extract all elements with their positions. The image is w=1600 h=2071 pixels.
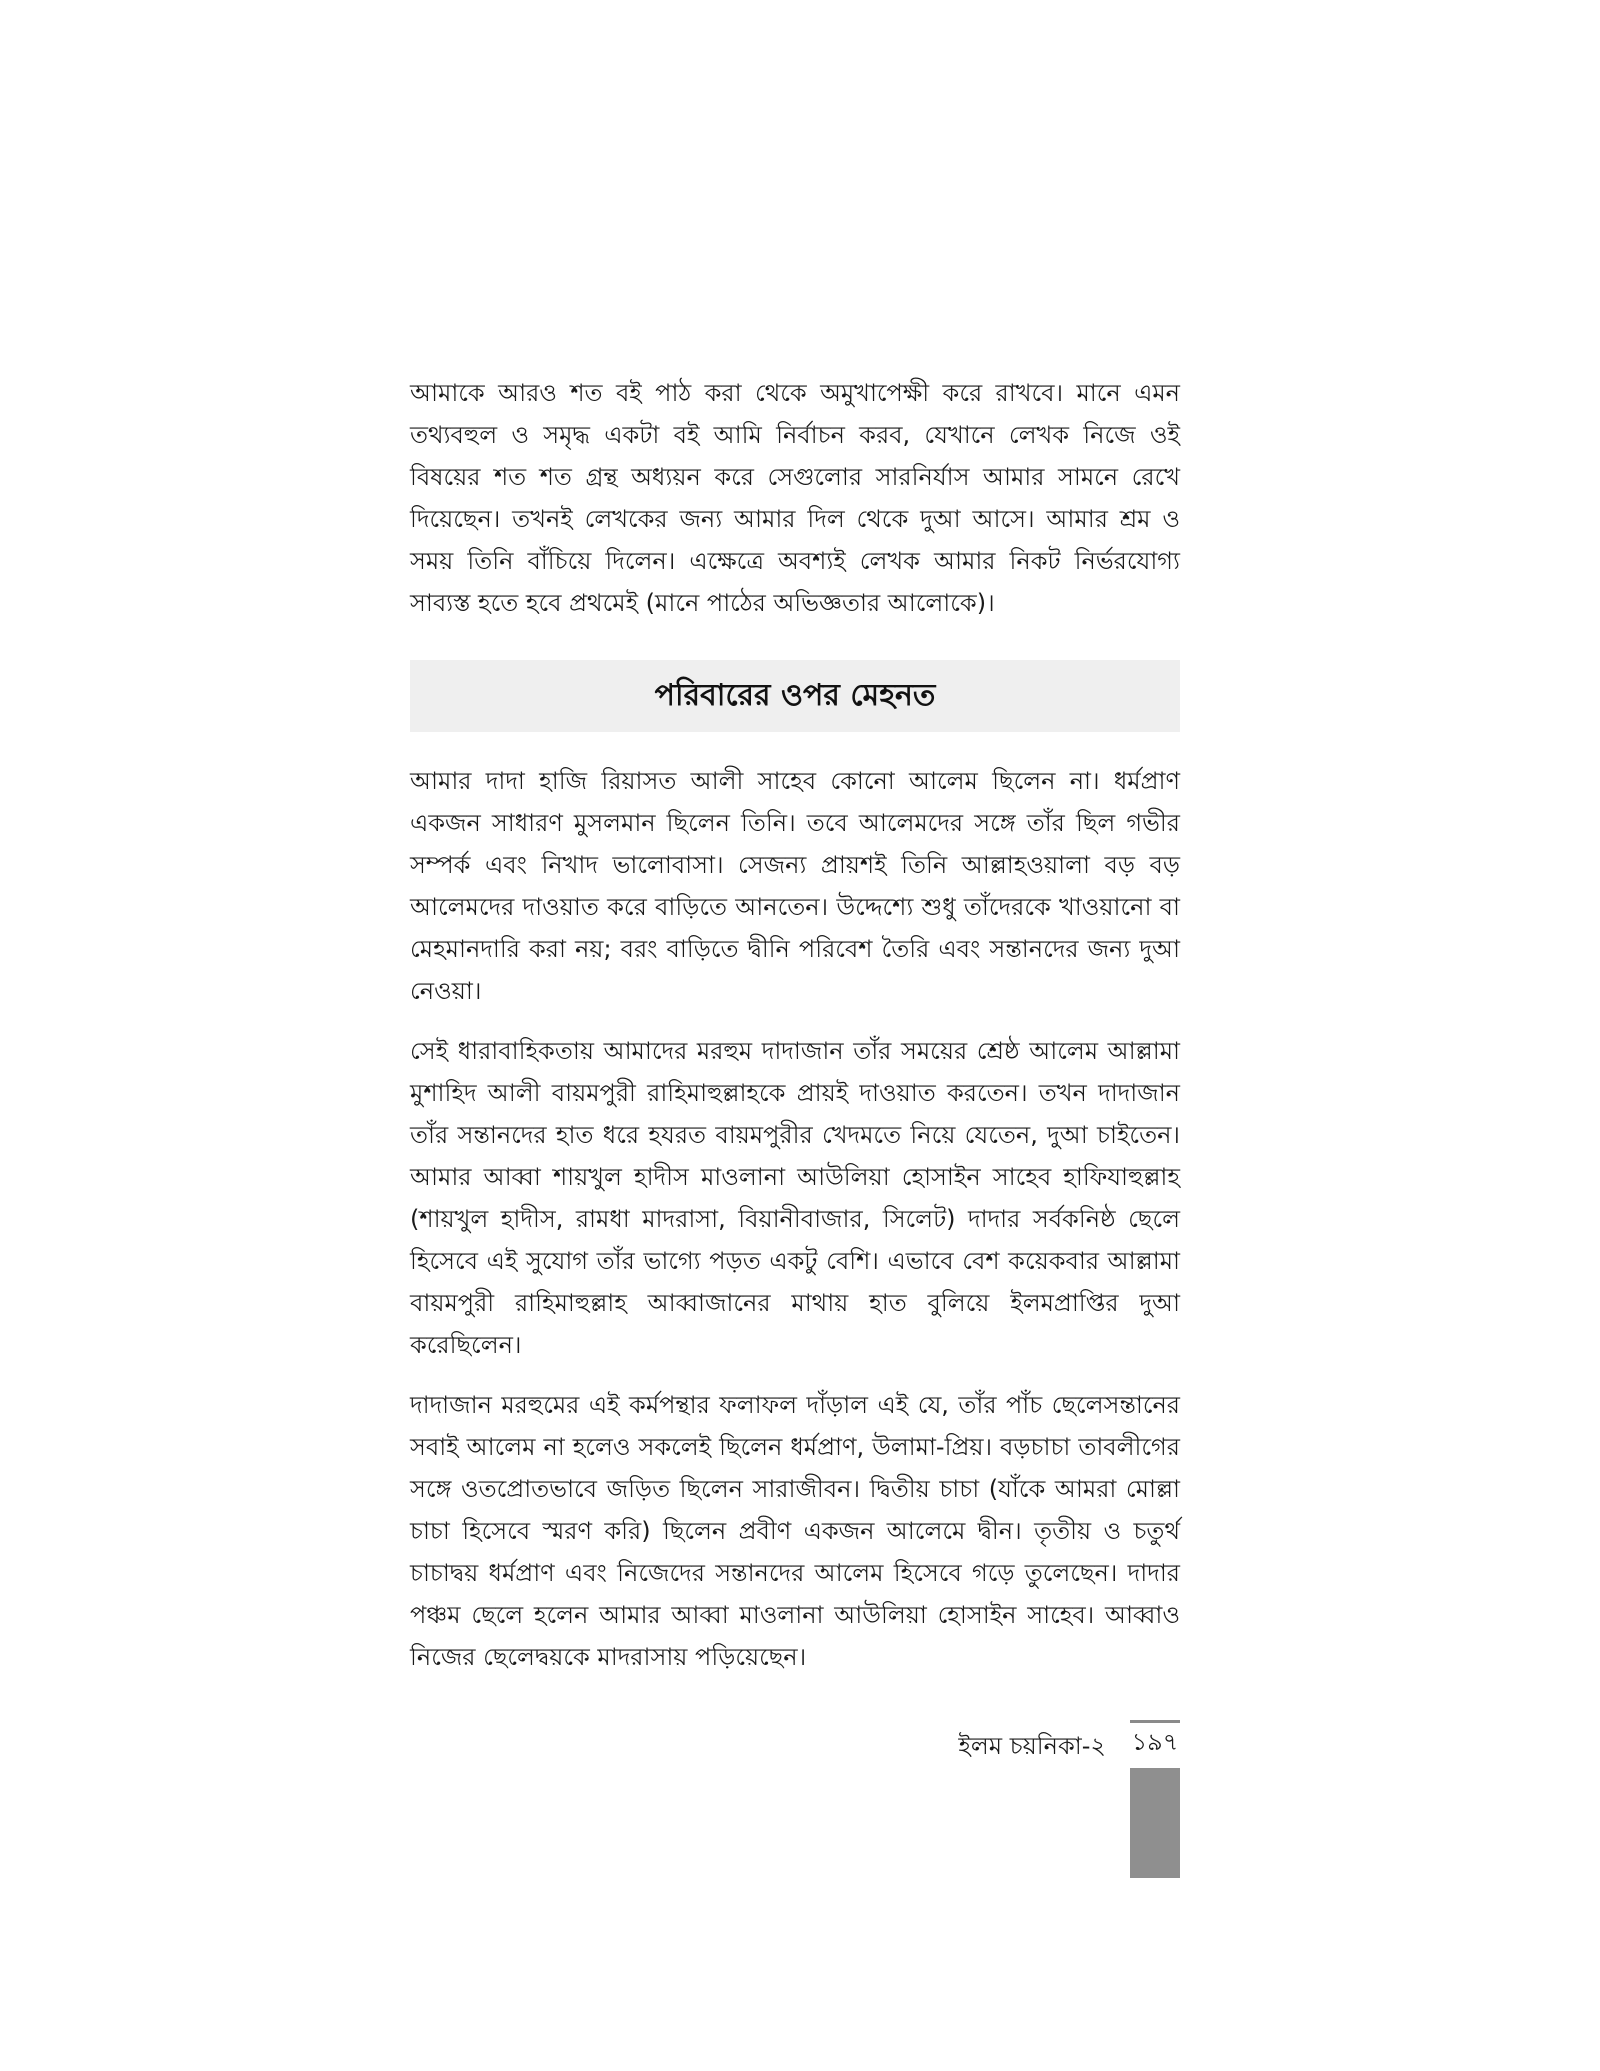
running-footer-title: ইলম চয়নিকা-২ xyxy=(958,1732,1106,1760)
page-number: ১৯৭ xyxy=(1131,1728,1179,1756)
body-paragraph: আমাকে আরও শত বই পাঠ করা থেকে অমুখাপেক্ষী করে রাখবে। মানে এমন তথ্যবহুল ও সমৃদ্ধ একটা বই আমি নির্বাচন করব, যেখানে লেখক নিজে ওই বিষয়ের শত শত গ্রন্থ অধ্যয়ন করে সেগুলোর সারনির্যাস আমার সামনে রেখে দিয়েছেন। তখনই লেখকের জন্য আমার দিল থেকে দুআ আসে। আমার শ্রম ও সময় তিনি বাঁচিয়ে দিলেন। এক্ষেত্রে অবশ্যই লেখক আমার নিকট নির্ভরযোগ্য সাব্যস্ত হতে হবে প্রথমেই (মানে পাঠের অভিজ্ঞতার আলোকে)। xyxy=(410,379,1180,617)
page-number-rule xyxy=(1130,1720,1180,1723)
body-paragraph: দাদাজান মরহুমের এই কর্মপন্থার ফলাফল দাঁড়াল এই যে, তাঁর পাঁচ ছেলেসন্তানের সবাই আলেম না হলেও সকলেই ছিলেন ধর্মপ্রাণ, উলামা-প্রিয়। বড়চাচা তাবলীগের সঙ্গে ওতপ্রোতভাবে জড়িত ছিলেন সারাজীবন। দ্বিতীয় চাচা (যাঁকে আমরা মোল্লা চাচা হিসেবে স্মরণ করি) ছিলেন প্রবীণ একজন আলেমে দ্বীন। তৃতীয় ও চতুর্থ চাচাদ্বয় ধর্মপ্রাণ এবং নিজেদের সন্তানদের আলেম হিসেবে গড়ে তুলেছেন। দাদার পঞ্চম ছেলে হলেন আমার আব্বা মাওলানা আউলিয়া হোসাইন সাহেব। আব্বাও নিজের ছেলেদ্বয়কে মাদরাসায় পড়িয়েছেন। xyxy=(410,1391,1180,1671)
page-body xyxy=(410,372,1180,1696)
body-paragraph: সেই ধারাবাহিকতায় আমাদের মরহুম দাদাজান তাঁর সময়ের শ্রেষ্ঠ আলেম আল্লামা মুশাহিদ আলী বায়মপুরী রাহিমাহুল্লাহকে প্রায়ই দাওয়াত করতেন। তখন দাদাজান তাঁর সন্তানদের হাত ধরে হযরত বায়মপুরীর খেদমতে নিয়ে যেতেন, দুআ চাইতেন। আমার আব্বা শায়খুল হাদীস মাওলানা আউলিয়া হোসাইন সাহেব হাফিযাহুল্লাহ (শায়খুল হাদীস, রামধা মাদরাসা, বিয়ানীবাজার, সিলেট) দাদার সর্বকনিষ্ঠ ছেলে হিসেবে এই সুযোগ তাঁর ভাগ্যে পড়ত একটু বেশি। এভাবে বেশ কয়েকবার আল্লামা বায়মপুরী রাহিমাহুল্লাহ আব্বাজানের মাথায় হাত বুলিয়ে ইলমপ্রাপ্তির দুআ করেছিলেন। xyxy=(410,1037,1180,1359)
page-footer xyxy=(0,1720,1180,1770)
body-paragraph: আমার দাদা হাজি রিয়াসত আলী সাহেব কোনো আলেম ছিলেন না। ধর্মপ্রাণ একজন সাধারণ মুসলমান ছিলেন তিনি। তবে আলেমদের সঙ্গে তাঁর ছিল গভীর সম্পর্ক এবং নিখাদ ভালোবাসা। সেজন্য প্রায়শই তিনি আল্লাহওয়ালা বড় বড় আলেমদের দাওয়াত করে বাড়িতে আনতেন। উদ্দেশ্যে শুধু তাঁদেরকে খাওয়ানো বা মেহমানদারি করা নয়; বরং বাড়িতে দ্বীনি পরিবেশ তৈরি এবং সন্তানদের জন্য দুআ নেওয়া। xyxy=(410,767,1180,1005)
page-edge-tab xyxy=(1130,1768,1180,1878)
section-heading: পরিবারের ওপর মেহনত xyxy=(410,660,1180,732)
